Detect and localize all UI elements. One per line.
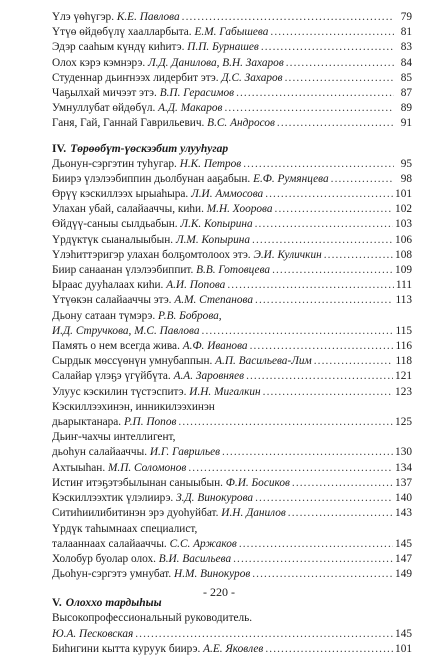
section-heading-5: V. Олоххо тардыһыы xyxy=(52,597,162,610)
toc-entry: Биһигини кытта куруук биирэ. А.Е. Яковлев ..... 101 xyxy=(52,642,412,657)
toc-entry: Үтүө өйдөбүлү хаалларбыта. Е.М. Габышева ..... 81 xyxy=(52,25,412,40)
toc-entry: Ганя, Гай, Ганнай Гаврильевич. В.С. Андросов ..... 91 xyxy=(52,116,412,131)
toc-entry: Улахан убай, салайааччы, киһи. М.Н. Хоорова ..... 102 xyxy=(52,202,412,217)
toc-entry: Кэскиллээхтик үлэлиирэ. З.Д. Винокурова ..... 140 xyxy=(52,491,412,506)
toc-entry: Истиҥ итэҕэтэбылынан саныыбын. Ф.И. Босиков ..... 137 xyxy=(52,476,412,491)
toc-entry: Үлэһиттэригэр улахан болҕомтолоох этэ. Э.И. Куличкин ..... 108 xyxy=(52,248,412,263)
toc-entry: Эдэр сааһым күндү киһитэ. П.П. Бурнашев ..... 83 xyxy=(52,40,412,55)
toc-block-4 xyxy=(52,461,412,522)
toc-block-1 xyxy=(52,10,412,132)
toc-entry: Биирэ үлэлээбиппин дьолбунан ааҕабын. Е.Ф. Румянцева ..... 98 xyxy=(52,172,412,187)
toc-entry: Сырдык мөссүөнүн умнубаппын. А.П. Васильева-Лим ..... 118 xyxy=(52,354,412,369)
toc-entry-multiline: Высокопрофессиональный руководитель. Ю.А. Песковская ..... 145 xyxy=(52,611,412,641)
toc-entry-multiline: Кэскиллээхинэн, инникилээхинэн дьарыктанара. Р.П. Попов ..... 125 xyxy=(52,400,412,430)
toc-entry: Салайар үлэҕэ үгүйбүта. А.А. Заровняев ..... 121 xyxy=(52,369,412,384)
toc-entry: Умнуллубат өйдөбүл. А.Д. Макаров ..... 89 xyxy=(52,101,412,116)
toc-block-3 xyxy=(52,339,412,400)
toc-entry: Өрүү кэскиллээх ырыаһыра. Л.И. Аммосова ..... 101 xyxy=(52,187,412,202)
table-of-contents xyxy=(52,10,412,657)
toc-entry: Ыраас дууhалаах киһи. А.И. Попова ..... 111 xyxy=(52,278,412,293)
toc-entry: Олох кэрэ кэмнэрэ. Л.Д. Данилова, В.Н. Захаров ..... 84 xyxy=(52,56,412,71)
toc-entry: Дьоһун-сэргэтэ умнубат. Н.М. Винокуров ..... 149 xyxy=(52,567,412,582)
toc-entry-multiline: Дьиҥ-чахчы интеллигент, дьоһун салайааччы. И.Г. Гаврильев ..... 130 xyxy=(52,430,412,460)
toc-entry: Дьонун-сэргэтин туһугар. Н.К. Петров ..... 95 xyxy=(52,157,412,172)
toc-entry: Үтүөкэн салайааччы этэ. А.М. Степанова ..... 113 xyxy=(52,293,412,308)
section-heading-4: IV. Төрөөбүт-үөскээбит улууһугар xyxy=(52,142,229,155)
toc-entry: Биир санаанан үлэлээбиппит. В.В. Готовцева ..... 109 xyxy=(52,263,412,278)
toc-entry: Үрдүктүк сыаналыыбын. Л.М. Копырина ..... 106 xyxy=(52,233,412,248)
toc-block-2 xyxy=(52,157,412,309)
toc-block-6 xyxy=(52,642,412,657)
toc-entry: Өйдүү-саныы сылдьабын. Л.К. Копырина ..... 103 xyxy=(52,217,412,232)
toc-entry: Память о нем всегда жива. А.Ф. Иванова ..... 116 xyxy=(52,339,412,354)
toc-entry: Чаҕылхай мичээт этэ. В.П. Герасимов ..... 87 xyxy=(52,86,412,101)
toc-entry: Ситиһиилибитинэн эрэ дуоһуйбат. И.Н. Данилов ..... 143 xyxy=(52,506,412,521)
toc-entry-multiline: Дьону сатаан түмэрэ. Р.В. Боброва, И.Д. Стручкова, М.С. Павлова ..... 115 xyxy=(52,309,412,339)
toc-block-5 xyxy=(52,552,412,582)
toc-entry: Улуус кэскилин түстэспитэ. И.Н. Мигалкин ..... 123 xyxy=(52,385,412,400)
toc-entry: Студеннар дьиҥнээх лидербит этэ. Д.С. Захаров ..... 85 xyxy=(52,71,412,86)
page-number: - 220 - xyxy=(203,585,235,599)
toc-entry: Холобур буолар олох. В.И. Васильева ..... 147 xyxy=(52,552,412,567)
toc-entry: Үлэ үөһүгэр. К.Е. Павлова ..... 79 xyxy=(52,10,412,25)
toc-entry: Ахтыыһан. М.П. Соломонов ..... 134 xyxy=(52,461,412,476)
toc-entry-multiline: Үрдүк таһымнаах специалист, талааннаах салайааччы. С.С. Аржаков ..... 145 xyxy=(52,522,412,552)
